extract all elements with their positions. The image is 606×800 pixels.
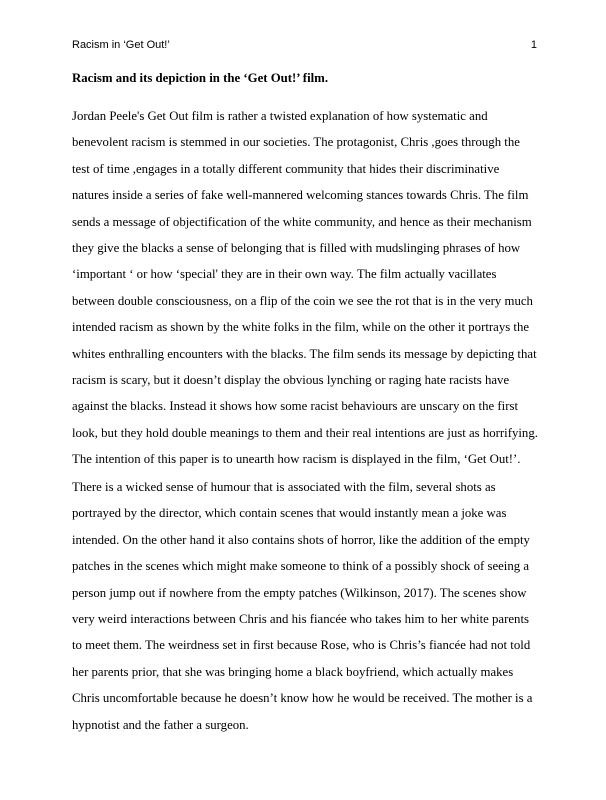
running-head: Racism in ‘Get Out!’ [72, 39, 170, 51]
paragraph-2: There is a wicked sense of humour that is associated with the film, several shots as portrayed by the director, which contain scenes that would instantly mean a joke was intended. On the other hand it also contains shots of horror, like the addition of the empty patches in the scenes which might make someone to think of a possibly shock of seeing a person jump out if nowhere from the empty patches (Wilkinson, 2017). The scenes show very weird interactions between Chris and his fiancée who takes him to her white parents to meet them. The weirdness set in first because Rose, who is Chris’s fiancée had not told her parents prior, that she was bringing home a black boyfriend, which actually makes Chris uncomfortable because he doesn’t know how he would be received. The mother is a hypnotist and the father a surgeon. [72, 480, 533, 732]
paragraph-1: Jordan Peele's Get Out film is rather a twisted explanation of how systematic and benevolent racism is stemmed in our societies. The protagonist, Chris ,goes through the test of time ,engages in a totally different community that hides their discriminative natures inside a series of fake well-mannered welcoming stances towards Chris. The film sends a message of objectification of the white community, and hence as their mechanism they give the blacks a sense of belonging that is filled with mudslinging phrases of how ‘important ‘ or how ‘special' they are in their own way. The film actually vacillates between double consciousness, on a flip of the coin we see the rot that is in the very much intended racism as shown by the white folks in the film, while on the other it portrays the whites enthralling encounters with the blacks. The film sends its message by depicting that racism is scary, but it doesn’t display the obvious lynching or raging hate racists have against the blacks. Instead it shows how some racist behaviours are unscary on the first look, but they hold double meanings to them and their real intentions are just as horrifying. The intention of this paper is to unearth how racism is displayed in the film, ‘Get Out!’. [72, 109, 538, 467]
page-number: 1 [530, 39, 537, 51]
document-title: Racism and its depiction in the ‘Get Out!’ film. [72, 71, 329, 85]
